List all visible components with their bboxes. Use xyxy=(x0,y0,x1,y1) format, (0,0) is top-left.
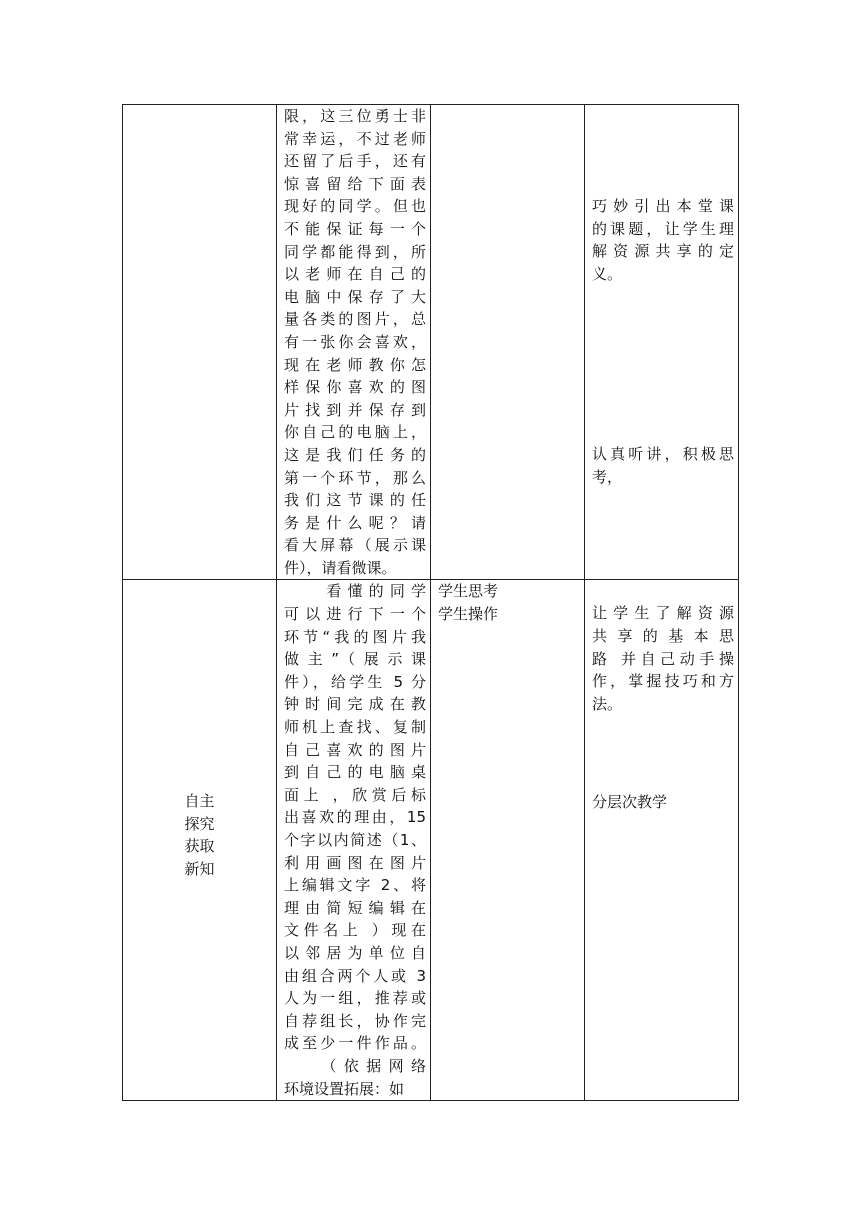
student-activity-cell xyxy=(431,105,585,580)
teacher-activity-line: 以邻居为单位自 xyxy=(284,943,426,962)
teacher-activity-line: 以老师在自己的 xyxy=(284,265,426,284)
teacher-activity-cell xyxy=(277,105,431,580)
teacher-activity-line: 我们这节课的任 xyxy=(284,491,426,510)
teacher-activity-line: 理由简短编辑在 xyxy=(284,898,426,917)
teacher-activity-line: 到自己的电脑桌 xyxy=(284,763,426,782)
design-intent-line: 巧妙引出本堂课 xyxy=(592,197,734,215)
design-intent-cell xyxy=(585,105,739,580)
table-row xyxy=(123,580,739,1101)
teacher-activity-line: 件），请看微课。 xyxy=(284,558,397,577)
teacher-activity-line: 同学都能得到，所 xyxy=(284,242,426,261)
design-intent-line: 路 并自己动手操 xyxy=(592,649,734,668)
teacher-activity-line: 利用画图在图片 xyxy=(284,853,426,872)
teacher-activity-line: 师机上查找、复制 xyxy=(284,718,426,737)
design-intent-line: 考， xyxy=(592,467,623,486)
lesson-plan-table xyxy=(122,104,739,1101)
teacher-activity-line: 样保你喜欢的图 xyxy=(284,378,426,397)
teacher-activity-line: 惊喜留给下面表 xyxy=(284,174,426,193)
design-intent-line: 解资源共享的定 xyxy=(592,242,734,261)
teacher-activity-line: 还留了后手，还有 xyxy=(284,152,426,171)
teacher-activity-line: 环境设置拓展：如 xyxy=(284,1079,405,1098)
stage-label-line: 获取 xyxy=(184,837,215,856)
stage-label-line: 探究 xyxy=(184,814,215,833)
teacher-activity-line: 看懂的同学 xyxy=(284,582,426,601)
stage-cell xyxy=(123,580,277,1101)
teacher-activity-line: 限，这三位勇士非 xyxy=(284,107,426,125)
teacher-activity-line: 自荐组长，协作完 xyxy=(284,1011,426,1030)
stage-cell xyxy=(123,105,277,580)
design-intent-line: 的课题，让学生理 xyxy=(592,219,734,238)
student-activity-cell xyxy=(431,580,585,1101)
design-intent-line: 作，掌握技巧和方 xyxy=(592,672,734,691)
teacher-activity-line: 出喜欢的理由，15 xyxy=(284,808,426,827)
table-row xyxy=(123,105,739,580)
teacher-activity-line: 钟时间完成在教 xyxy=(284,695,426,714)
teacher-activity-line: 务是什么呢？请 xyxy=(284,513,426,532)
teacher-activity-line: 面上 ，欣赏后标 xyxy=(284,785,426,804)
teacher-activity-line: 可以进行下一个 xyxy=(284,605,426,624)
teacher-activity-line: 有一张你会喜欢， xyxy=(284,332,426,351)
stage-label-line: 自主 xyxy=(184,792,215,811)
teacher-activity-line: 件），给学生 5 分 xyxy=(284,672,426,691)
teacher-activity-line: 文件名上 ）现在 xyxy=(284,921,426,940)
teacher-activity-line: 量各类的图片，总 xyxy=(284,310,426,329)
design-intent-line: 共享的基本思 xyxy=(592,627,734,646)
stage-label-line: 新知 xyxy=(184,859,215,878)
teacher-activity-line: 现好的同学。但也 xyxy=(284,197,426,216)
teacher-activity-line: （依据网络 xyxy=(284,1056,426,1075)
teacher-activity-line: 做主”（展示课 xyxy=(284,650,426,669)
teacher-activity-line: 你自己的电脑上， xyxy=(284,423,426,442)
teacher-activity-line: 由组合两个人或 3 xyxy=(284,966,426,985)
teacher-activity-line: 现在老师教你怎 xyxy=(284,355,426,374)
teacher-activity-line: 环节“我的图片我 xyxy=(284,627,426,646)
teacher-activity-line: 看大屏幕（展示课 xyxy=(284,536,426,555)
teacher-activity-line: 自己喜欢的图片 xyxy=(284,740,426,759)
student-activity-line: 学生思考 xyxy=(438,582,499,601)
design-intent-line: 认真听讲，积极思 xyxy=(592,445,734,464)
teacher-activity-line: 成至少一件作品。 xyxy=(284,1034,426,1053)
design-intent-line: 让学生了解资源 xyxy=(592,604,734,623)
teacher-activity-line: 人为一组，推荐或 xyxy=(284,989,426,1008)
design-intent-cell xyxy=(585,580,739,1101)
design-intent-line: 分层次教学 xyxy=(592,793,668,812)
teacher-activity-line: 电脑中保存了大 xyxy=(284,287,426,306)
teacher-activity-line: 第一个环节，那么 xyxy=(284,468,426,487)
teacher-activity-cell xyxy=(277,580,431,1101)
student-activity-line: 学生操作 xyxy=(438,605,499,624)
teacher-activity-line: 个字以内简述（1、 xyxy=(284,831,426,849)
design-intent-line: 义。 xyxy=(592,264,623,283)
teacher-activity-line: 上编辑文字 2、将 xyxy=(284,876,426,895)
teacher-activity-line: 这是我们任务的 xyxy=(284,445,426,464)
design-intent-line: 法。 xyxy=(592,694,623,713)
teacher-activity-line: 片找到并保存到 xyxy=(284,400,426,419)
teacher-activity-line: 常幸运，不过老师 xyxy=(284,129,426,148)
teacher-activity-line: 不能保证每一个 xyxy=(284,219,426,238)
